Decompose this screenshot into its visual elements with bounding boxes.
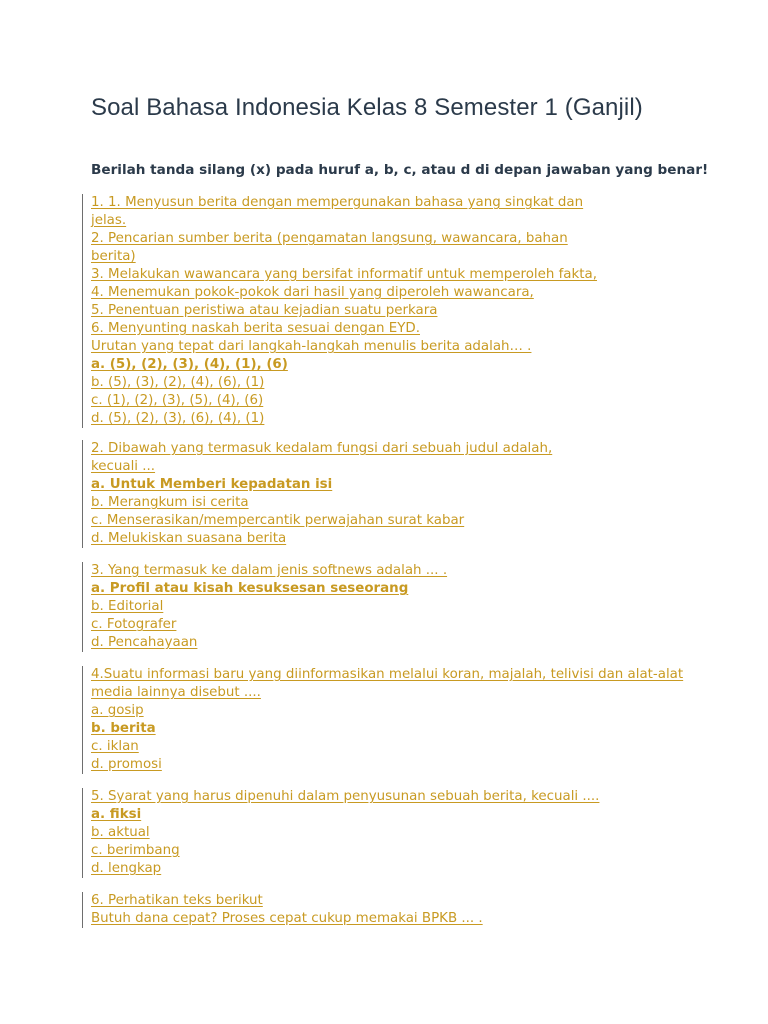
question-4-option-d[interactable]: d. promosi bbox=[91, 757, 162, 772]
instruction-text: Berilah tanda silang (x) pada huruf a, b, c, atau d di depan jawaban yang benar! bbox=[91, 162, 709, 178]
question-3-option-c[interactable]: c. Fotografer bbox=[91, 617, 177, 632]
question-4-option-a[interactable]: a. gosip bbox=[91, 703, 144, 718]
question-2-prompt[interactable]: 2. Dibawah yang termasuk kedalam fungsi dari sebuah judul adalah, bbox=[91, 441, 553, 456]
question-1-line[interactable]: 4. Menemukan pokok-pokok dari hasil yang diperoleh wawancara, bbox=[91, 285, 534, 300]
question-4-prompt[interactable]: 4.Suatu informasi baru yang diinformasikan melalui koran, majalah, telivisi dan alat-alat bbox=[91, 667, 684, 682]
question-1-answer-a[interactable]: a. (5), (2), (3), (4), (1), (6) bbox=[91, 357, 288, 372]
question-6-prompt[interactable]: 6. Perhatikan teks berikut bbox=[91, 893, 263, 908]
question-block-5 bbox=[82, 788, 599, 878]
question-1-option-c[interactable]: c. (1), (2), (3), (5), (4), (6) bbox=[91, 393, 264, 408]
question-5-option-b[interactable]: b. aktual bbox=[91, 825, 150, 840]
question-1-line[interactable]: 3. Melakukan wawancara yang bersifat informatif untuk memperoleh fakta, bbox=[91, 267, 597, 282]
question-1-line[interactable]: 2. Pencarian sumber berita (pengamatan langsung, wawancara, bahan bbox=[91, 231, 568, 246]
question-6-text[interactable]: Butuh dana cepat? Proses cepat cukup memakai BPKB ... . bbox=[91, 911, 483, 926]
question-1-line[interactable]: 1. 1. Menyusun berita dengan mempergunakan bahasa yang singkat dan bbox=[91, 195, 584, 210]
question-1-line[interactable]: berita) bbox=[91, 249, 136, 264]
question-3-prompt[interactable]: 3. Yang termasuk ke dalam jenis softnews adalah ... . bbox=[91, 563, 448, 578]
question-5-answer-a[interactable]: a. fiksi bbox=[91, 807, 142, 822]
question-1-prompt[interactable]: Urutan yang tepat dari langkah-langkah menulis berita adalah… . bbox=[91, 339, 532, 354]
question-1-line[interactable]: 5. Penentuan peristiwa atau kejadian suatu perkara bbox=[91, 303, 438, 318]
question-block-2 bbox=[82, 440, 552, 548]
question-4-option-c[interactable]: c. iklan bbox=[91, 739, 139, 754]
question-3-answer-a[interactable]: a. Profil atau kisah kesuksesan seseorang bbox=[91, 581, 409, 596]
question-3-option-b[interactable]: b. Editorial bbox=[91, 599, 164, 614]
question-block-1 bbox=[82, 194, 597, 428]
question-2-option-c[interactable]: c. Menserasikan/mempercantik perwajahan surat kabar bbox=[91, 513, 465, 528]
question-block-4 bbox=[82, 666, 683, 774]
question-4-prompt[interactable]: media lainnya disebut .... bbox=[91, 685, 261, 700]
question-4-answer-b[interactable]: b. berita bbox=[91, 721, 156, 736]
question-1-line[interactable]: 6. Menyunting naskah berita sesuai dengan EYD. bbox=[91, 321, 420, 336]
question-5-prompt[interactable]: 5. Syarat yang harus dipenuhi dalam penyusunan sebuah berita, kecuali .... bbox=[91, 789, 600, 804]
question-2-answer-a[interactable]: a. Untuk Memberi kepadatan isi bbox=[91, 477, 333, 492]
question-2-option-b[interactable]: b. Merangkum isi cerita bbox=[91, 495, 249, 510]
question-2-option-d[interactable]: d. Melukiskan suasana berita bbox=[91, 531, 287, 546]
question-5-option-c[interactable]: c. berimbang bbox=[91, 843, 180, 858]
question-1-line[interactable]: jelas. bbox=[91, 213, 127, 228]
question-5-option-d[interactable]: d. lengkap bbox=[91, 861, 162, 876]
question-block-6 bbox=[82, 892, 483, 928]
page-title: Soal Bahasa Indonesia Kelas 8 Semester 1 (Ganjil) bbox=[91, 94, 643, 121]
question-1-option-b[interactable]: b. (5), (3), (2), (4), (6), (1) bbox=[91, 375, 265, 390]
question-2-prompt[interactable]: kecuali ... bbox=[91, 459, 156, 474]
question-3-option-d[interactable]: d. Pencahayaan bbox=[91, 635, 198, 650]
question-block-3 bbox=[82, 562, 447, 652]
question-1-option-d[interactable]: d. (5), (2), (3), (6), (4), (1) bbox=[91, 411, 265, 426]
